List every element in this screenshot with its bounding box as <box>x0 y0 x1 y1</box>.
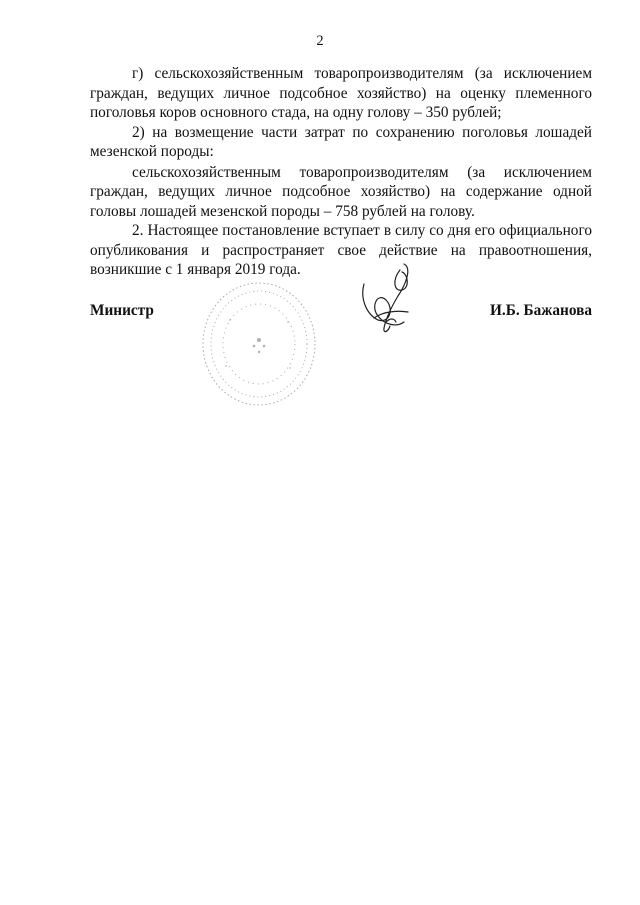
page-number: 2 <box>316 33 324 49</box>
signatory-title: Министр <box>90 302 154 319</box>
signatory-name: И.Б. Бажанова <box>490 302 592 319</box>
official-seal-stamp <box>200 280 318 408</box>
signature-block <box>90 302 592 326</box>
paragraph-horses-heading: 2) на возмещение части затрат по сохранению поголовья лошадей мезенской породы: <box>90 123 592 160</box>
paragraph-subsidy-cows: г) сельскохозяйственным товаропроизводителям (за исключением граждан, ведущих личное подсобное хозяйство) на оценку племенного поголовья коров основного стада, на одну голову – 350 рублей; <box>90 65 592 121</box>
paragraph-effective-date: 2. Настоящее постановление вступает в силу со дня его официального опубликования и распространяет свое действие на правоотношения, возникшие с 1 января 2019 года. <box>90 222 592 278</box>
paragraph-horses-subsidy: сельскохозяйственным товаропроизводителям (за исключением граждан, ведущих личное подсобное хозяйство) на содержание одной головы лошадей мезенской породы – 758 рублей на голову. <box>90 163 592 220</box>
document-body <box>90 64 592 280</box>
